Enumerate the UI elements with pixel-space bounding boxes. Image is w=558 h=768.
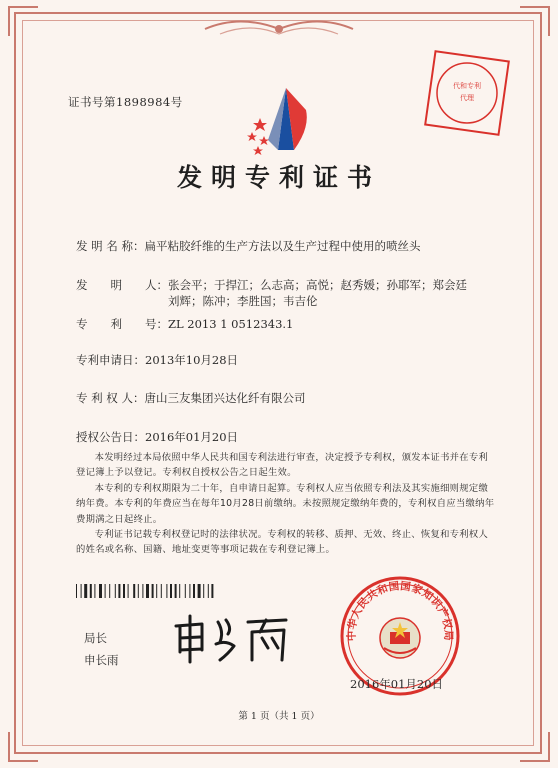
body-paragraph: 本发明经过本局依照中华人民共和国专利法进行审查，决定授予专利权，颁发本证书并在专利登记簿上予以登记。专利权自授权公告之日起生效。 <box>76 452 489 479</box>
corner-ornament <box>8 732 38 762</box>
barcode-bar <box>76 584 77 598</box>
barcode-bar <box>94 584 95 598</box>
filing-date-value: 2013年10月28日 <box>145 353 239 367</box>
patent-number-value: ZL 2013 1 0512343.1 <box>168 317 294 331</box>
barcode-bar <box>133 584 135 598</box>
barcode-bar <box>211 584 213 598</box>
page-indicator: 第 1 页（共 1 页） <box>238 711 320 722</box>
barcode-bar <box>138 584 139 598</box>
signatory-title: 局长 <box>84 631 107 645</box>
barcode-bar <box>208 584 209 598</box>
barcode-bar <box>123 584 125 598</box>
svg-text:代理: 代理 <box>460 94 474 102</box>
signatory-name: 申长雨 <box>84 653 119 667</box>
patent-office-emblem-icon <box>238 80 328 170</box>
invention-name-value: 扁平粘胶纤维的生产方法以及生产过程中使用的喷丝头 <box>144 239 421 253</box>
patentee-row <box>76 390 305 406</box>
barcode-bar <box>161 584 162 598</box>
barcode-bar <box>189 584 190 598</box>
issue-date: 2016年01月20日 <box>350 677 444 691</box>
barcode-bar <box>152 584 154 598</box>
barcode-bar <box>175 584 177 598</box>
barcode-bar <box>198 584 201 598</box>
inventors-row <box>76 277 496 309</box>
patent-number-row <box>76 316 293 332</box>
inventors-value: 张会平；于捍江；么志高；高悦；赵秀媛；孙耶军；郑会廷 刘辉；陈冲；李胜国；韦吉伦 <box>168 278 467 308</box>
certificate-body <box>76 450 496 558</box>
barcode-bar <box>90 584 92 598</box>
top-ornament <box>200 14 358 44</box>
corner-ornament <box>8 6 38 36</box>
field-label: 专利申请日： <box>76 353 145 367</box>
signature-block <box>84 627 119 671</box>
barcode-bar <box>118 584 120 598</box>
barcode-bar <box>185 584 186 598</box>
body-paragraph: 专利证书记载专利权登记时的法律状况。专利权的转移、质押、无效、终止、恢复和专利权人的姓名或名称、国籍、地址变更等事项记载在专利登记簿上。 <box>76 529 489 556</box>
certificate-title: 发明专利证书 <box>176 163 381 192</box>
field-label: 发 明 名 称： <box>76 239 145 253</box>
field-label: 发 明 人： <box>76 278 168 292</box>
barcode-bar <box>179 584 180 598</box>
body-paragraph: 本专利的专利权期限为二十年，自申请日起算。专利权人应当依照专利法及其实施细则规定缴纳年费。本专利的年费应当在每年10月28日前缴纳。未按照规定缴纳年费的，专利权自应当缴纳年费期满之日起终止。 <box>76 482 495 525</box>
agency-seal-top <box>422 48 512 138</box>
announcement-date-row <box>76 429 238 445</box>
barcode-bar <box>115 584 116 598</box>
barcode-bar <box>105 584 106 598</box>
barcode-bar <box>193 584 195 598</box>
barcode-bar <box>81 584 82 598</box>
svg-text:中华人民共和国国家知识产权局: 中华人民共和国国家知识产权局 <box>345 580 455 642</box>
field-label: 专 利 号： <box>76 317 168 331</box>
certificate-number: 证书号第1898984号 <box>68 95 183 109</box>
svg-text:代和专利: 代和专利 <box>453 82 481 90</box>
field-label: 授权公告日： <box>76 430 145 444</box>
barcode-bar <box>128 584 129 598</box>
barcode-bar <box>146 584 149 598</box>
patentee-value: 唐山三友集团兴达化纤有限公司 <box>144 391 306 405</box>
corner-ornament <box>520 6 550 36</box>
barcode-bar <box>170 584 172 598</box>
barcode-bar <box>84 584 87 598</box>
field-label: 专 利 权 人： <box>76 391 145 405</box>
filing-date-row <box>76 352 238 368</box>
barcode <box>76 584 244 598</box>
announcement-date-value: 2016年01月20日 <box>145 430 239 444</box>
invention-name-row <box>76 238 420 254</box>
barcode-bar <box>166 584 167 598</box>
barcode-bar <box>203 584 204 598</box>
barcode-bar <box>99 584 102 598</box>
handwritten-signature <box>168 610 298 666</box>
barcode-bar <box>142 584 143 598</box>
barcode-bar <box>109 584 110 598</box>
corner-ornament <box>520 732 550 762</box>
barcode-bar <box>156 584 157 598</box>
